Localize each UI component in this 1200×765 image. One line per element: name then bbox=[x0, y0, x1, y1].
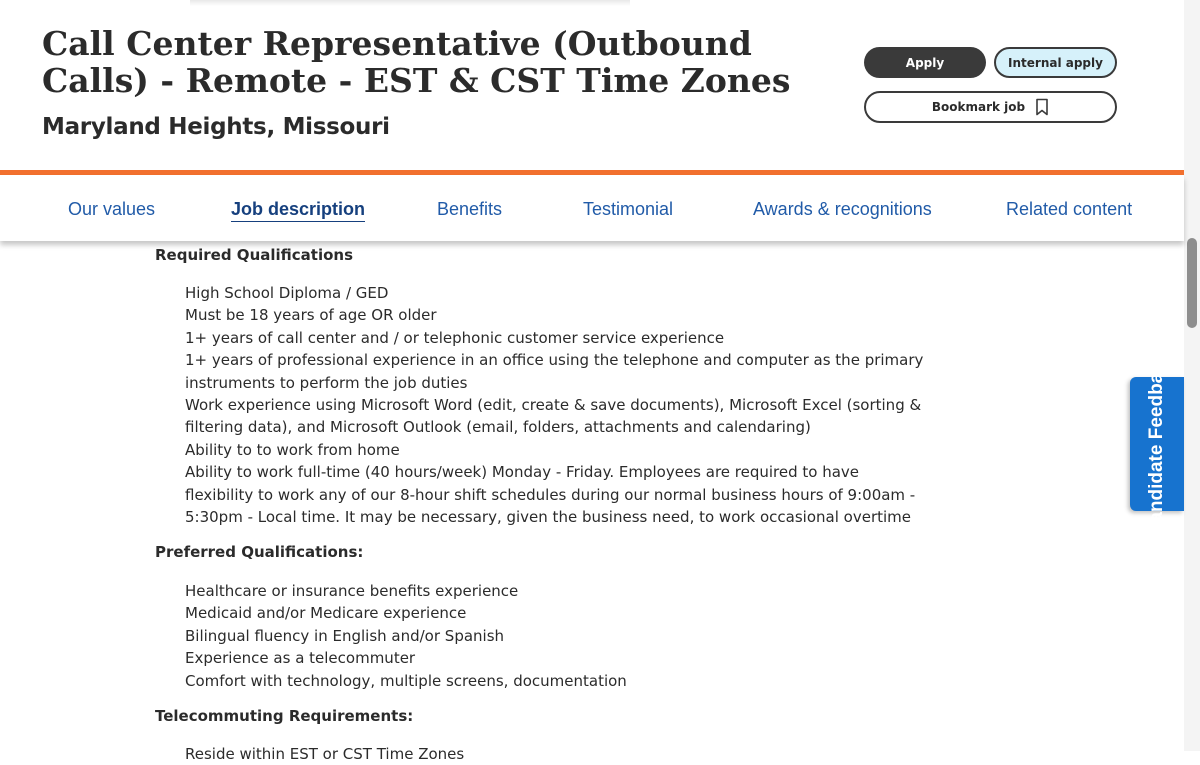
scrollbar-thumb[interactable] bbox=[1187, 238, 1197, 328]
internal-apply-button[interactable]: Internal apply bbox=[994, 47, 1117, 78]
nav-testimonial[interactable]: Testimonial bbox=[583, 199, 674, 219]
scrolled-content-fade bbox=[190, 0, 630, 6]
list-item: Reside within EST or CST Time Zones bbox=[185, 745, 465, 763]
list-item: Must be 18 years of age OR older bbox=[185, 306, 437, 325]
list-item: Medicaid and/or Medicare experience bbox=[185, 604, 467, 623]
job-description-content bbox=[0, 241, 1184, 763]
job-title: Call Center Representative (Outbound Calls) - Remote - EST & CST Time Zones bbox=[42, 24, 791, 100]
list-item: Bilingual fluency in English and/or Spanish bbox=[185, 626, 505, 645]
preferred-qualifications-heading: Preferred Qualifications: bbox=[155, 543, 364, 561]
list-item: Ability to work full-time (40 hours/week) Monday - Friday. Employees are required to have flexibility to work any of our 8-hour shift schedules during our normal business hours of 9:00am - 5:30pm - Local time. It may be necessary, given the business need, to work occasional overtime bbox=[185, 463, 916, 527]
candidate-feedback-tab[interactable] bbox=[1130, 351, 1184, 537]
nav-our-values[interactable]: Our values bbox=[68, 199, 156, 219]
list-item: 1+ years of call center and / or telephonic customer service experience bbox=[185, 328, 725, 347]
list-item: Healthcare or insurance benefits experience bbox=[185, 582, 519, 600]
preferred-qualifications-list bbox=[185, 580, 930, 692]
list-item: 1+ years of professional experience in an office using the telephone and computer as the primary instruments to perform the job duties bbox=[185, 351, 924, 392]
apply-button[interactable]: Apply bbox=[864, 47, 986, 78]
nav-benefits[interactable]: Benefits bbox=[437, 199, 503, 219]
required-qualifications-heading: Required Qualifications bbox=[155, 246, 354, 264]
nav-related-content[interactable]: Related content bbox=[1006, 199, 1133, 219]
bookmark-job-label: Bookmark job bbox=[931, 100, 1026, 114]
telecommuting-requirements-heading: Telecommuting Requirements: bbox=[155, 707, 414, 725]
bookmark-job-button[interactable] bbox=[864, 91, 1117, 123]
job-header bbox=[0, 0, 1184, 172]
required-qualifications-list bbox=[185, 282, 930, 528]
page-scrollbar[interactable] bbox=[1184, 0, 1200, 751]
section-nav bbox=[0, 175, 1184, 241]
nav-awards-recognitions[interactable]: Awards & recognitions bbox=[753, 199, 932, 219]
nav-job-description[interactable]: Job description bbox=[231, 199, 365, 222]
job-location: Maryland Heights, Missouri bbox=[42, 114, 390, 140]
list-item: Comfort with technology, multiple screens, documentation bbox=[185, 671, 627, 690]
list-item: Experience as a telecommuter bbox=[185, 649, 416, 668]
list-item: High School Diploma / GED bbox=[185, 284, 389, 302]
list-item: Work experience using Microsoft Word (edit, create & save documents), Microsoft Excel (sorting & filtering data), and Microsoft Outlook (email, folders, attachments and calendaring) bbox=[185, 396, 922, 437]
telecommuting-requirements-list bbox=[185, 743, 930, 765]
bookmark-icon bbox=[1035, 98, 1049, 116]
candidate-feedback-label: Candidate Feedback bbox=[1146, 351, 1167, 537]
list-item: Ability to to work from home bbox=[185, 440, 400, 459]
